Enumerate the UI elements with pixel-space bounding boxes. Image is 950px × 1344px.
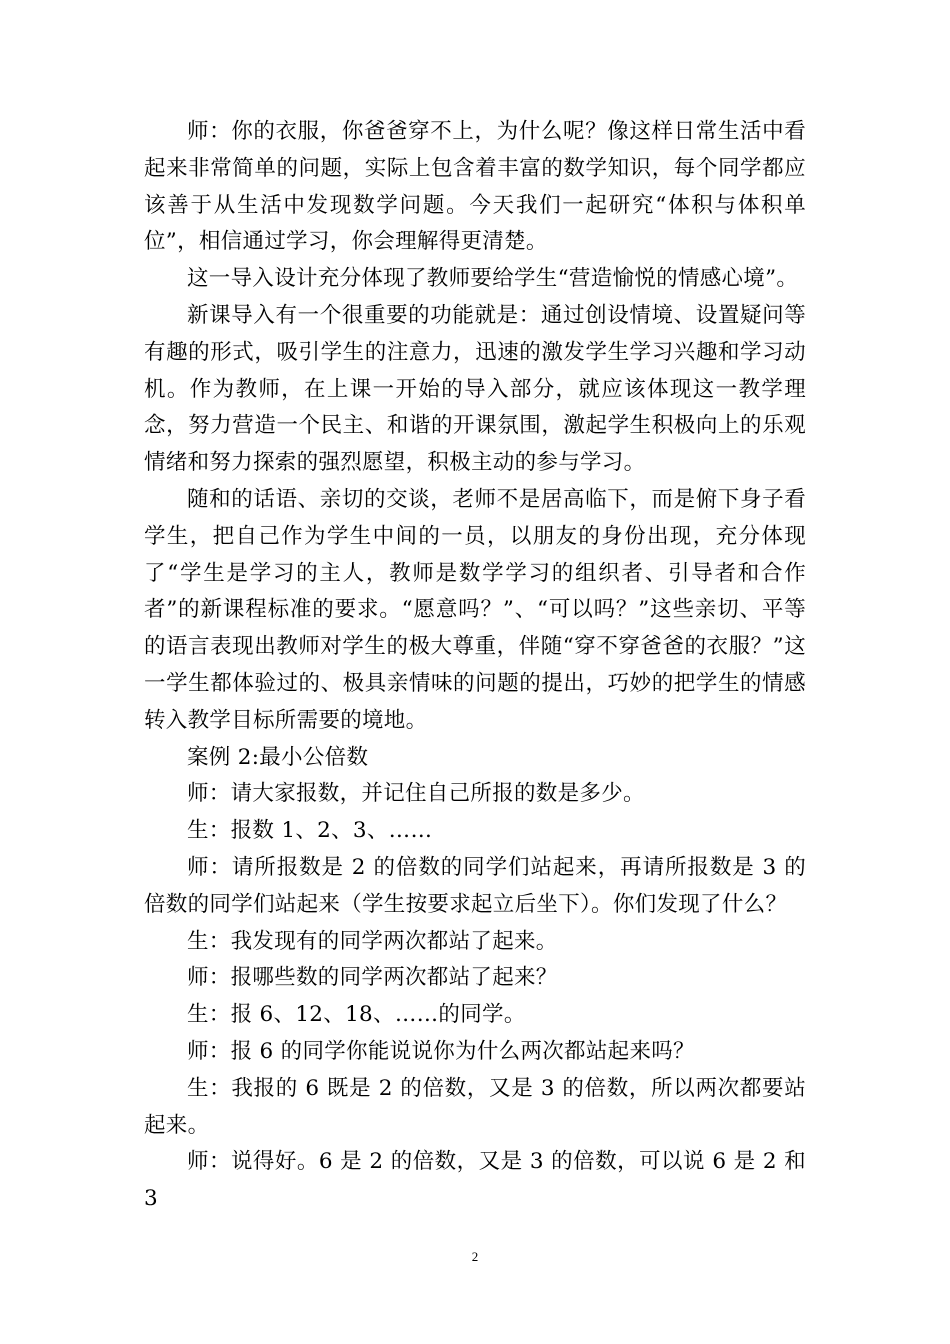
paragraph-teacher-clothes: 师：你的衣服，你爸爸穿不上，为什么呢？像这样日常生活中看起来非常简单的问题，实际上包含着丰富的数学知识，每个同学都应该善于从生活中发现数学问题。今天我们一起研究“体积与体积单位”，相信通过学习，你会理解得更清楚。 bbox=[144, 119, 806, 255]
dialogue-line-6: 生：报 6、12、18、……的同学。 bbox=[187, 1002, 526, 1028]
document-body bbox=[144, 114, 806, 1218]
dialogue-line-2: 生：报数 1、2、3、…… bbox=[187, 818, 433, 844]
page-number: 2 bbox=[471, 1249, 479, 1264]
dialogue-line-8: 生：我报的 6 既是 2 的倍数，又是 3 的倍数，所以两次都要站起来。 bbox=[144, 1075, 806, 1138]
dialogue-line-1: 师：请大家报数，并记住自己所报的数是多少。 bbox=[187, 781, 645, 807]
dialogue-line-4: 生：我发现有的同学两次都站了起来。 bbox=[187, 928, 558, 954]
paragraph-intro-design: 这一导入设计充分体现了教师要给学生“营造愉悦的情感心境”。 bbox=[187, 266, 799, 292]
dialogue-line-5: 师：报哪些数的同学两次都站了起来？ bbox=[187, 965, 558, 991]
dialogue-line-9: 师：说得好。6 是 2 的倍数，又是 3 的倍数，可以说 6 是 2 和 3 bbox=[144, 1149, 806, 1212]
case-heading: 案例 2:最小公倍数 bbox=[187, 744, 369, 770]
paragraph-friendly-teacher: 随和的话语、亲切的交谈，老师不是居高临下，而是俯下身子看学生，把自己作为学生中间的一员，以朋友的身份出现，充分体现了“学生是学习的主人，教师是数学学习的组织者、引导者和合作者”的新课程标准的要求。“愿意吗？”、“可以吗？”这些亲切、平等的语言表现出教师对学生的极大尊重，伴随“穿不穿爸爸的衣服？”这一学生都体验过的、极具亲情味的问题的提出，巧妙的把学生的情感转入教学目标所需要的境地。 bbox=[144, 486, 806, 733]
dialogue-line-7: 师：报 6 的同学你能说说你为什么两次都站起来吗？ bbox=[187, 1038, 695, 1064]
dialogue-line-3: 师：请所报数是 2 的倍数的同学们站起来，再请所报数是 3 的倍数的同学们站起来（学生按要求起立后坐下）。你们发现了什么？ bbox=[144, 854, 806, 917]
paragraph-lesson-import: 新课导入有一个很重要的功能就是：通过创设情境、设置疑问等有趣的形式，吸引学生的注意力，迅速的激发学生学习兴趣和学习动机。作为教师，在上课一开始的导入部分，就应该体现这一教学理念，努力营造一个民主、和谐的开课氛围，激起学生积极向上的乐观情绪和努力探索的强烈愿望，积极主动的参与学习。 bbox=[144, 302, 806, 476]
